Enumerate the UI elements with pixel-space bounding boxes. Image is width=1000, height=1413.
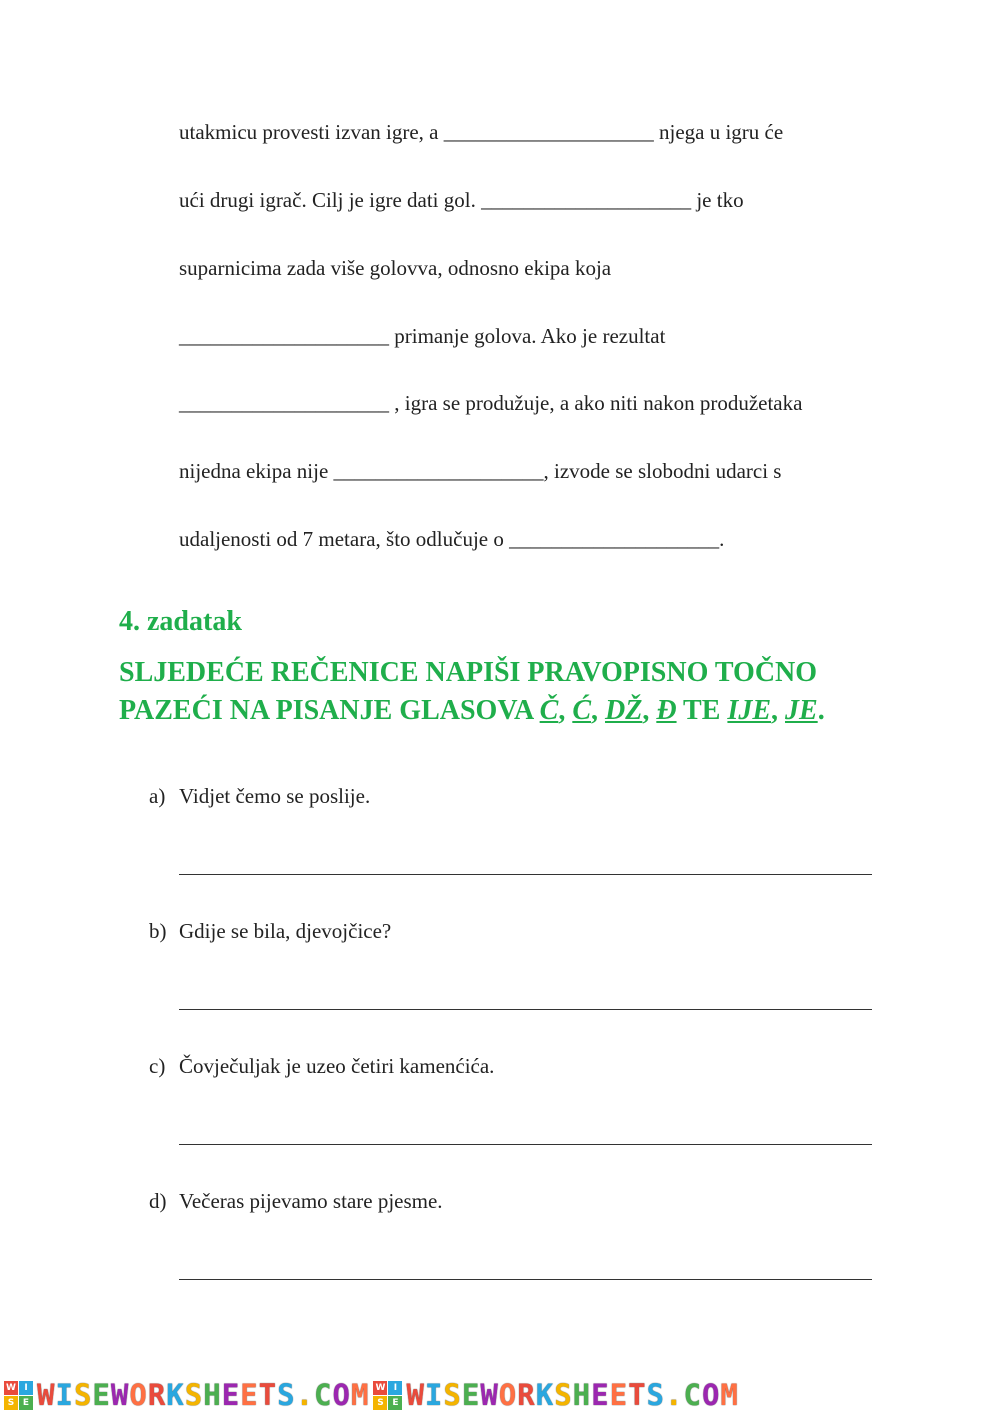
logo-text bbox=[406, 1378, 738, 1412]
logo-letter: . bbox=[295, 1378, 315, 1412]
instruction-text: SLJEDEĆE REČENICE NAPIŠI PRAVOPISNO TOČNO PAZEĆI NA PISANJE GLASOVA bbox=[119, 657, 818, 726]
paragraph-line-7: udaljenosti od 7 metara, što odlučuje o ____________________. bbox=[179, 527, 725, 551]
item-letter: b) bbox=[149, 919, 167, 943]
logo-letter: H bbox=[203, 1378, 222, 1412]
logo-letter: C bbox=[683, 1378, 702, 1412]
logo-letter: E bbox=[221, 1378, 241, 1412]
answer-line-c[interactable] bbox=[179, 1144, 872, 1145]
badge-letter: S bbox=[373, 1396, 387, 1410]
paragraph-line-6: nijedna ekipa nije ____________________, izvode se slobodni udarci s bbox=[179, 459, 782, 483]
paragraph-line-3: suparnicima zada više golovva, odnosno ekipa koja bbox=[179, 256, 612, 280]
logo-letter: E bbox=[609, 1378, 629, 1412]
item-letter: a) bbox=[149, 784, 166, 808]
item-sentence: Čovječuljak je uzeo četiri kamenćića. bbox=[179, 1054, 495, 1078]
logo-letter: K bbox=[535, 1378, 555, 1412]
logo-letter: W bbox=[110, 1378, 130, 1412]
separator: , bbox=[591, 695, 605, 726]
footer-watermark bbox=[0, 1377, 1000, 1413]
logo-letter: I bbox=[55, 1378, 74, 1412]
logo-wiseworksheets-1 bbox=[4, 1378, 369, 1412]
logo-badge-icon bbox=[373, 1381, 402, 1410]
badge-letter: S bbox=[4, 1396, 18, 1410]
badge-letter: E bbox=[388, 1396, 402, 1410]
badge-letter: W bbox=[4, 1381, 18, 1395]
paragraph-line-4: ____________________ primanje golova. Ako je rezultat bbox=[179, 324, 666, 348]
logo-letter: W bbox=[37, 1378, 56, 1412]
task-instruction bbox=[119, 654, 899, 730]
logo-letter: S bbox=[277, 1378, 296, 1412]
logo-letter: O bbox=[701, 1378, 721, 1412]
logo-letter: W bbox=[406, 1378, 425, 1412]
logo-letter: H bbox=[572, 1378, 592, 1412]
logo-letter: W bbox=[480, 1378, 499, 1412]
letter-c-acute: Ć bbox=[572, 695, 591, 726]
logo-letter: M bbox=[720, 1378, 739, 1412]
separator: , bbox=[771, 695, 785, 726]
paragraph-line-1: utakmicu provesti izvan igre, a ____________________ njega u igru će bbox=[179, 120, 784, 144]
letter-je: JE bbox=[785, 695, 818, 726]
item-sentence: Vidjet čemo se poslije. bbox=[179, 784, 371, 808]
logo-letter: T bbox=[258, 1378, 278, 1412]
logo-letter: R bbox=[147, 1378, 167, 1412]
logo-letter: S bbox=[73, 1378, 93, 1412]
logo-letter: O bbox=[498, 1378, 518, 1412]
badge-letter: W bbox=[373, 1381, 387, 1395]
item-letter: c) bbox=[149, 1054, 166, 1078]
logo-letter: O bbox=[332, 1378, 351, 1412]
task-number: 4. zadatak bbox=[119, 606, 242, 637]
item-letter: d) bbox=[149, 1189, 167, 1213]
paragraph-line-5: ____________________ , igra se produžuje, a ako niti nakon produžetaka bbox=[179, 391, 803, 415]
letter-c-caron: Č bbox=[539, 695, 559, 726]
logo-letter: E bbox=[92, 1378, 111, 1412]
letter-dz: DŽ bbox=[605, 695, 643, 726]
badge-letter: E bbox=[19, 1396, 33, 1410]
logo-letter: S bbox=[184, 1378, 204, 1412]
exercise-item-a bbox=[149, 784, 370, 809]
logo-letter: S bbox=[646, 1378, 665, 1412]
badge-letter: I bbox=[388, 1381, 402, 1395]
answer-line-d[interactable] bbox=[179, 1279, 872, 1280]
logo-letter: E bbox=[461, 1378, 481, 1412]
item-sentence: Večeras pijevamo stare pjesme. bbox=[179, 1189, 443, 1213]
separator: , bbox=[642, 695, 657, 726]
logo-letter: K bbox=[166, 1378, 185, 1412]
exercise-item-d bbox=[149, 1189, 443, 1214]
exercise-item-c bbox=[149, 1054, 494, 1079]
item-sentence: Gdije se bila, djevojčice? bbox=[179, 919, 392, 943]
logo-letter: C bbox=[314, 1378, 333, 1412]
answer-line-a[interactable] bbox=[179, 874, 872, 875]
badge-letter: I bbox=[19, 1381, 33, 1395]
logo-letter: S bbox=[554, 1378, 573, 1412]
letter-dj: Đ bbox=[656, 695, 677, 726]
connector-text: TE bbox=[676, 695, 728, 726]
period: . bbox=[817, 695, 825, 726]
logo-badge-icon bbox=[4, 1381, 33, 1410]
logo-letter: T bbox=[628, 1378, 647, 1412]
answer-line-b[interactable] bbox=[179, 1009, 872, 1010]
logo-letter: R bbox=[517, 1378, 536, 1412]
letter-ije: IJE bbox=[727, 695, 771, 726]
logo-letter: E bbox=[240, 1378, 259, 1412]
logo-letter: . bbox=[665, 1378, 684, 1412]
logo-letter: O bbox=[129, 1378, 148, 1412]
logo-letter: I bbox=[424, 1378, 444, 1412]
logo-letter: E bbox=[591, 1378, 610, 1412]
exercise-item-b bbox=[149, 919, 391, 944]
logo-letter: M bbox=[350, 1378, 370, 1412]
logo-text bbox=[37, 1378, 369, 1412]
separator: , bbox=[558, 695, 573, 726]
logo-letter: S bbox=[443, 1378, 462, 1412]
logo-wiseworksheets-2 bbox=[373, 1378, 738, 1412]
paragraph-line-2: ući drugi igrač. Cilj je igre dati gol. ____________________ je tko bbox=[179, 188, 744, 212]
